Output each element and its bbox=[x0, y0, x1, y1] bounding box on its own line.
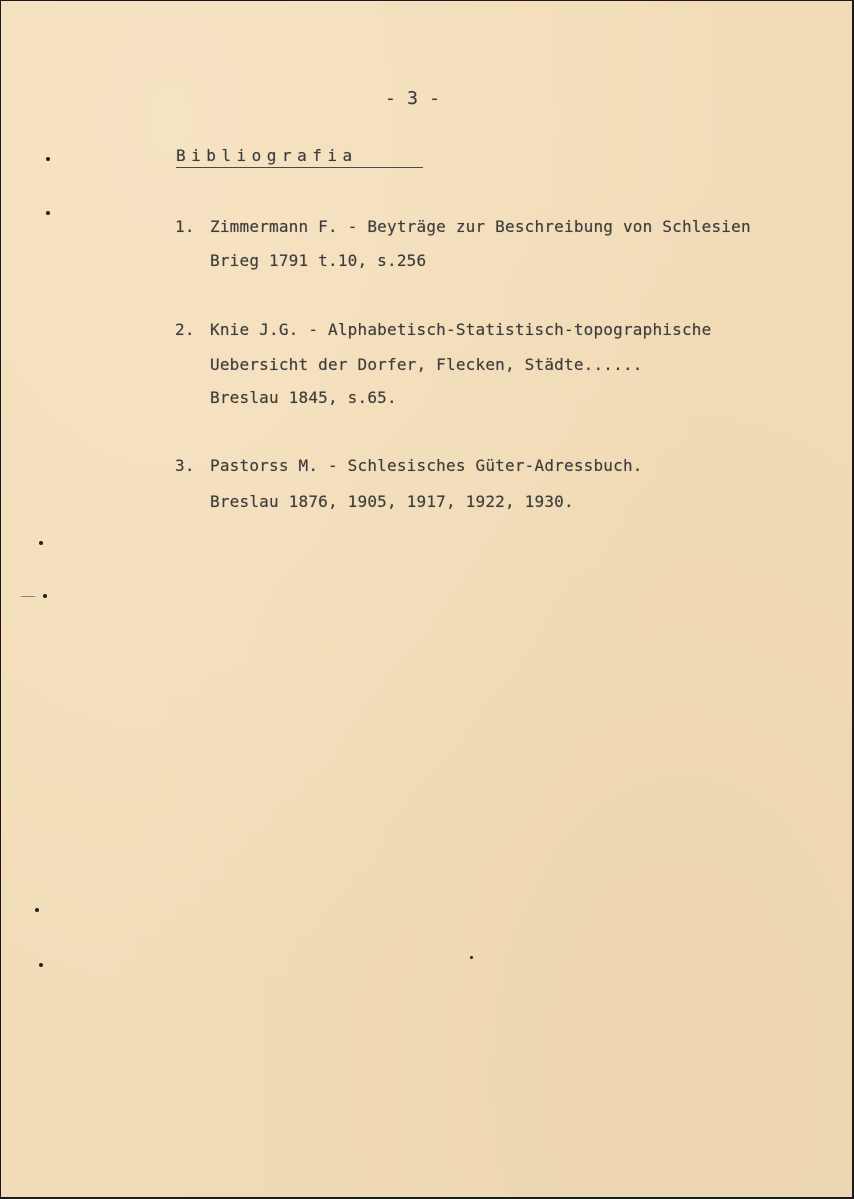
page-number: - 3 - bbox=[385, 88, 441, 109]
margin-mark bbox=[46, 211, 50, 215]
margin-mark bbox=[39, 541, 43, 545]
entry-1-line-1: Zimmermann F. - Beyträge zur Beschreibung von Schlesien bbox=[210, 217, 751, 236]
bibliography-heading: Bibliografia bbox=[176, 146, 358, 165]
margin-mark bbox=[43, 594, 47, 598]
margin-mark bbox=[35, 908, 39, 912]
entry-2-line-1: Knie J.G. - Alphabetisch-Statistisch-topographische bbox=[210, 320, 712, 339]
entry-1-number: 1. bbox=[175, 217, 195, 236]
entry-2-line-3: Breslau 1845, s.65. bbox=[210, 388, 397, 407]
entry-3-line-2: Breslau 1876, 1905, 1917, 1922, 1930. bbox=[210, 492, 574, 511]
entry-3-line-1: Pastorss M. - Schlesisches Güter-Adressbuch. bbox=[210, 456, 643, 475]
entry-2-number: 2. bbox=[175, 320, 195, 339]
margin-mark bbox=[39, 963, 43, 967]
document-page bbox=[1, 1, 852, 1197]
stray-mark bbox=[470, 956, 473, 959]
entry-3-number: 3. bbox=[175, 456, 195, 475]
margin-dash bbox=[21, 596, 35, 597]
entry-1-line-2: Brieg 1791 t.10, s.256 bbox=[210, 251, 427, 270]
margin-mark bbox=[46, 157, 50, 161]
heading-underline bbox=[176, 167, 423, 168]
entry-2-line-2: Uebersicht der Dorfer, Flecken, Städte...... bbox=[210, 355, 643, 374]
